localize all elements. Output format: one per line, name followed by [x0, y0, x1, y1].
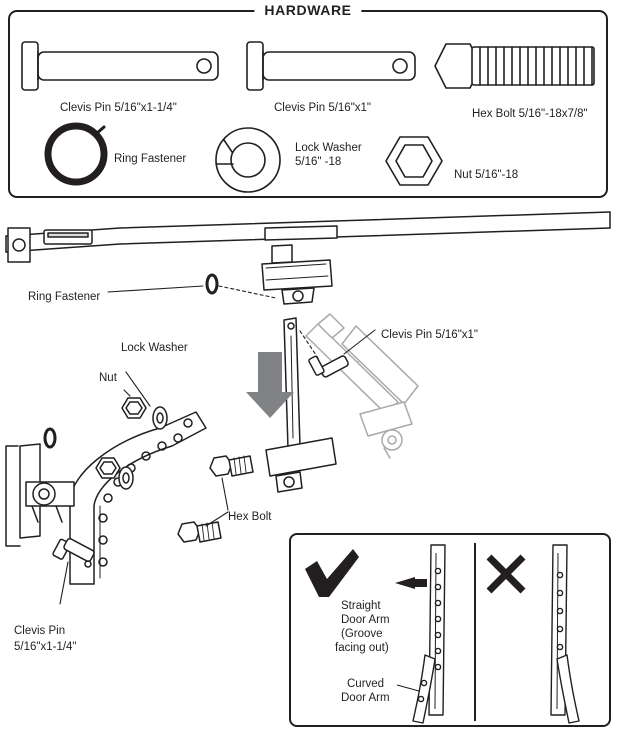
label-curved-arm-line2: Door Arm [341, 692, 390, 704]
installation-comparison-panel [289, 533, 611, 727]
door-edge [6, 446, 20, 546]
ring-fastener-small-1 [207, 275, 217, 293]
hardware-label-hex-bolt: Hex Bolt 5/16"-18x7/8" [472, 108, 588, 120]
label-clevis-pin-short: Clevis Pin 5/16"x1" [381, 329, 479, 341]
lock-washer-exploded-2 [119, 467, 133, 489]
clevis-pin-long-icon [22, 42, 218, 90]
leader-nut [124, 390, 130, 396]
hardware-label-ring-fastener: Ring Fastener [114, 153, 187, 165]
hex-bolt-exploded-2 [178, 522, 221, 542]
correct-straight-arm [429, 545, 445, 715]
wall-bracket-top [8, 228, 30, 262]
hardware-panel [8, 2, 608, 198]
label-ring-fastener: Ring Fastener [28, 291, 101, 303]
door-bracket [266, 438, 336, 492]
label-straight-arm-line4: facing out) [335, 642, 389, 654]
leader-curved-arm [397, 685, 419, 691]
straight-door-arm [284, 318, 300, 448]
check-mark-icon [305, 549, 359, 597]
ring-fastener-small-2 [45, 429, 55, 447]
label-straight-arm-line3: (Groove [341, 628, 383, 640]
nut-icon [386, 137, 442, 185]
label-curved-arm-line1: Curved [347, 678, 385, 690]
hardware-label-nut: Nut 5/16"-18 [454, 169, 519, 181]
x-mark-icon [489, 557, 523, 591]
leader-ring-fastener [108, 286, 203, 292]
label-nut: Nut [99, 372, 117, 384]
nut-exploded-2 [96, 458, 120, 478]
ring-fastener-icon [48, 126, 104, 182]
groove-arrow [395, 577, 427, 589]
leader-clevis-pin-long [60, 562, 68, 604]
label-hex-bolt: Hex Bolt [228, 511, 272, 523]
hex-bolt-exploded-1 [210, 456, 253, 476]
nut-exploded-1 [122, 398, 146, 418]
label-lock-washer: Lock Washer [121, 342, 188, 354]
hex-bolt-icon [435, 44, 594, 88]
door-hinge-bracket [20, 444, 74, 538]
hardware-label-lock-washer-line1: Lock Washer [295, 142, 362, 154]
comparison-illustrations [291, 535, 613, 729]
hardware-label-clevis-pin-long: Clevis Pin 5/16"x1-1/4" [60, 102, 177, 114]
label-clevis-pin-long-line2: 5/16"x1-1/4" [14, 641, 77, 653]
garage-door-rail [6, 212, 610, 252]
hardware-label-clevis-pin-short: Clevis Pin 5/16"x1" [274, 102, 372, 114]
leader-hex-bolt-1 [222, 478, 228, 510]
hardware-label-lock-washer-line2: 5/16" -18 [295, 156, 342, 168]
trolley-carriage [262, 245, 332, 304]
label-straight-arm-line2: Door Arm [341, 614, 390, 626]
hardware-panel-title: HARDWARE [254, 2, 361, 18]
label-clevis-pin-long-line1: Clevis Pin [14, 625, 66, 637]
clevis-pin-short-icon [247, 42, 415, 90]
lock-washer-icon [216, 128, 280, 192]
lock-washer-exploded-1 [153, 407, 167, 429]
label-straight-arm-line1: Straight [341, 600, 381, 612]
